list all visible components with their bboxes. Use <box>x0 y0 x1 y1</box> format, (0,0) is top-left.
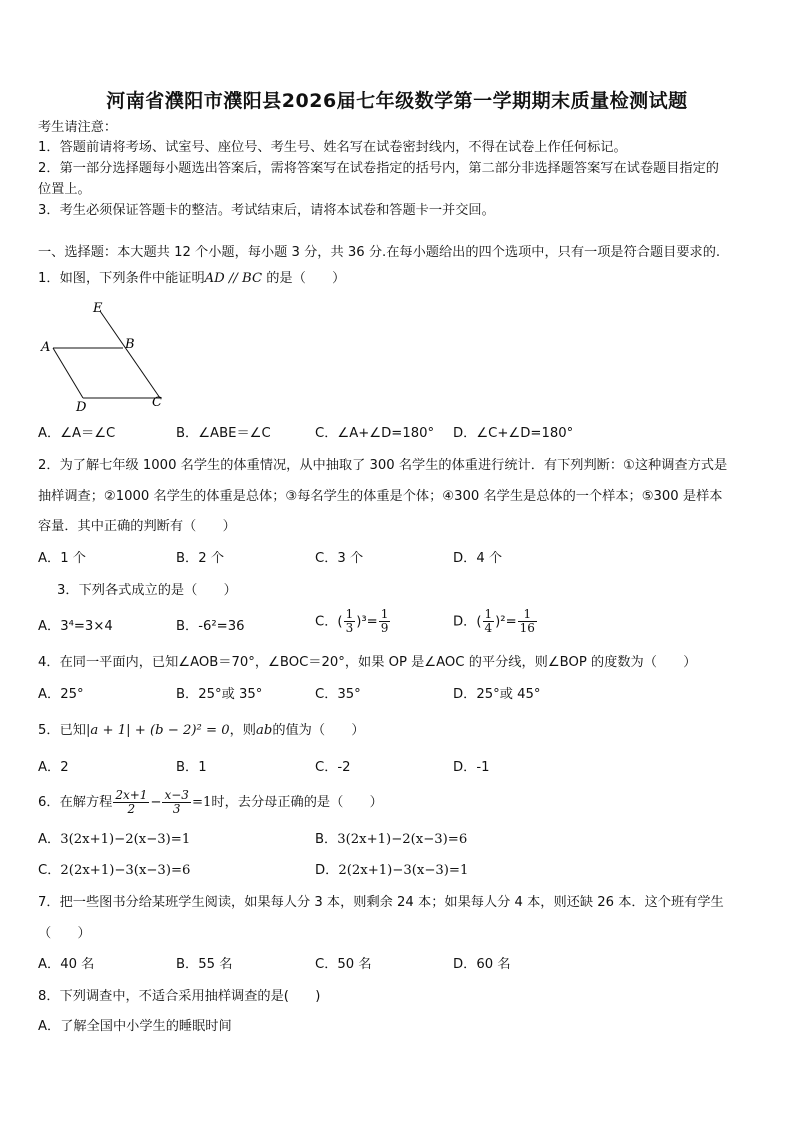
notice-item: 3．考生必须保证答题卡的整洁。考试结束后，请将本试卷和答题卡一并交回。 <box>38 203 495 218</box>
q5-stem-var: ab <box>256 723 273 738</box>
fraction-denominator: 3 <box>345 621 354 635</box>
label-e: E <box>93 301 103 316</box>
q7-option-d: D．60 名 <box>453 957 511 972</box>
q3-option-b: B．-6²=36 <box>176 619 245 634</box>
q6-stem-post: 时，去分母正确的是（ ） <box>211 795 383 810</box>
q5-option-b: B．1 <box>176 760 207 775</box>
label-b: B <box>125 337 135 352</box>
line-ad <box>53 348 83 398</box>
q6-option-b <box>315 830 467 850</box>
q5-option-d: D．-1 <box>453 760 490 775</box>
q6-option-c <box>38 861 190 881</box>
q2-option-d: D．4 个 <box>453 551 503 566</box>
q5-option-c: C．-2 <box>315 760 351 775</box>
notice-item: 位置上。 <box>38 182 91 197</box>
question-1-stem <box>38 269 345 289</box>
q3-d-label: D． <box>453 614 477 630</box>
q1-option-d: D．∠C+∠D=180° <box>453 426 574 441</box>
q4-option-b: B．25°或 35° <box>176 687 263 702</box>
q4-option-d: D．25°或 45° <box>453 687 541 702</box>
q2-option-b: B．2 个 <box>176 551 225 566</box>
q6-option-a <box>38 830 190 850</box>
fraction-numerator: 1 <box>345 607 354 621</box>
q3-c-label: C． <box>315 614 338 630</box>
q3-c-exponent: ³= <box>361 614 378 630</box>
fraction <box>162 789 190 816</box>
fraction <box>483 608 495 635</box>
fraction <box>379 608 391 635</box>
q2-line: 2．为了解七年级 1000 名学生的体重情况，从中抽取了 300 名学生的体重进行统计．有下列判断：①这种调查方式是 <box>38 458 728 473</box>
q2-line: 抽样调查；②1000 名学生的体重是总体；③每名学生的体重是个体；④300 名学生是总体的一个样本；⑤300 是样本 <box>38 489 723 504</box>
q5-stem-mid: ，则 <box>229 723 256 738</box>
q6-stem-pre: 6．在解方程 <box>38 795 113 810</box>
q6-a-expression: 3(2x+1)−2(x−3)=1 <box>60 832 191 847</box>
q6-a-label: A． <box>38 832 61 847</box>
q5-stem-post: 的值为（ ） <box>272 723 365 738</box>
q3-stem: 3．下列各式成立的是（ ） <box>57 583 237 598</box>
q6-d-label: D． <box>315 863 339 878</box>
fraction-denominator: 16 <box>519 621 535 635</box>
page-title: 河南省濮阳市濮阳县2026届七年级数学第一学期期末质量检测试题 <box>106 90 688 112</box>
q6-b-expression: 3(2x+1)−2(x−3)=6 <box>337 832 468 847</box>
q1-stem-pre: 1．如图，下列条件中能证明 <box>38 271 205 286</box>
label-c: C <box>152 395 162 410</box>
fraction-numerator: 1 <box>380 607 389 621</box>
q1-option-c: C．∠A+∠D=180° <box>315 426 435 441</box>
q2-option-c: C．3 个 <box>315 551 364 566</box>
label-a: A <box>41 340 51 355</box>
q4-option-a: A．25° <box>38 687 84 702</box>
q7-option-a: A．40 名 <box>38 957 95 972</box>
q1-option-a: A．∠A＝∠C <box>38 426 116 441</box>
q8-stem: 8．下列调查中，不适合采用抽样调查的是( ) <box>38 989 321 1004</box>
q3-d-exponent: ²= <box>500 614 517 630</box>
q7-line: （ ） <box>38 926 91 941</box>
q6-c-label: C． <box>38 863 61 878</box>
q5-stem <box>38 721 365 741</box>
notice-item: 2．第一部分选择题每小题选出答案后，需将答案写在试卷指定的括号内，第二部分非选择题答案写在试卷题目指定的 <box>38 161 719 176</box>
fraction-denominator: 4 <box>484 621 493 635</box>
q5-option-a: A．2 <box>38 760 69 775</box>
fraction-denominator: 9 <box>380 621 389 635</box>
q2-line: 容量．其中正确的判断有（ ） <box>38 519 236 534</box>
q6-equals: =1 <box>191 795 212 810</box>
fraction <box>344 608 356 635</box>
fraction <box>113 789 149 816</box>
q7-option-b: B．55 名 <box>176 957 233 972</box>
q7-option-c: C．50 名 <box>315 957 372 972</box>
q6-option-d <box>315 861 468 881</box>
q4-option-c: C．35° <box>315 687 361 702</box>
q6-b-label: B． <box>315 832 338 847</box>
fraction-numerator: 1 <box>484 607 493 621</box>
q6-minus: − <box>150 795 162 810</box>
q4-stem: 4．在同一平面内，已知∠AOB＝70°，∠BOC＝20°，如果 OP 是∠AOC 的平分线，则∠BOP 的度数为（ ） <box>38 655 697 670</box>
line-eb-c <box>100 311 160 398</box>
q3-option-a: A．3⁴=3×4 <box>38 619 113 634</box>
fraction-denominator: 2 <box>127 801 136 816</box>
notice-item: 1．答题前请将考场、试室号、座位号、考生号、姓名写在试卷密封线内，不得在试卷上作任何标记。 <box>38 140 627 155</box>
fraction-denominator: 3 <box>172 801 181 816</box>
q6-stem <box>38 785 383 821</box>
q1-option-b: B．∠ABE＝∠C <box>176 426 271 441</box>
q6-d-expression: 2(2x+1)−3(x−3)=1 <box>338 863 469 878</box>
q5-stem-pre: 5．已知 <box>38 723 86 738</box>
q3-option-c: C．( $\frac{1}{3}$ )³= $\frac{1}{9}$ <box>315 607 389 635</box>
q8-option-a: A．了解全国中小学生的睡眠时间 <box>38 1019 232 1034</box>
q1-stem-math: AD // BC <box>204 271 263 286</box>
q5-stem-math: |a + 1| + (b − 2)² = 0 <box>85 723 230 738</box>
fraction-numerator: x−3 <box>164 787 189 802</box>
section-heading: 一、选择题：本大题共 12 个小题，每小题 3 分，共 36 分.在每小题给出的四个选项中，只有一项是符合题目要求的. <box>38 245 721 260</box>
fraction-numerator: 1 <box>518 608 537 622</box>
parallelogram-figure <box>32 298 172 418</box>
label-d: D <box>76 400 87 415</box>
q1-stem-post: 的是（ ） <box>266 271 346 286</box>
q6-c-expression: 2(2x+1)−3(x−3)=6 <box>60 863 191 878</box>
notice-heading: 考生请注意： <box>38 120 118 135</box>
fraction-numerator: 2x+1 <box>115 787 148 802</box>
q3-option-d: D．( $\frac{1}{4}$ )²= $\frac{1}{16}$ <box>453 607 535 635</box>
fraction <box>518 608 537 635</box>
q2-option-a: A．1 个 <box>38 551 86 566</box>
q7-line: 7．把一些图书分给某班学生阅读，如果每人分 3 本，则剩余 24 本；如果每人分 4 本，则还缺 26 本．这个班有学生 <box>38 895 724 910</box>
